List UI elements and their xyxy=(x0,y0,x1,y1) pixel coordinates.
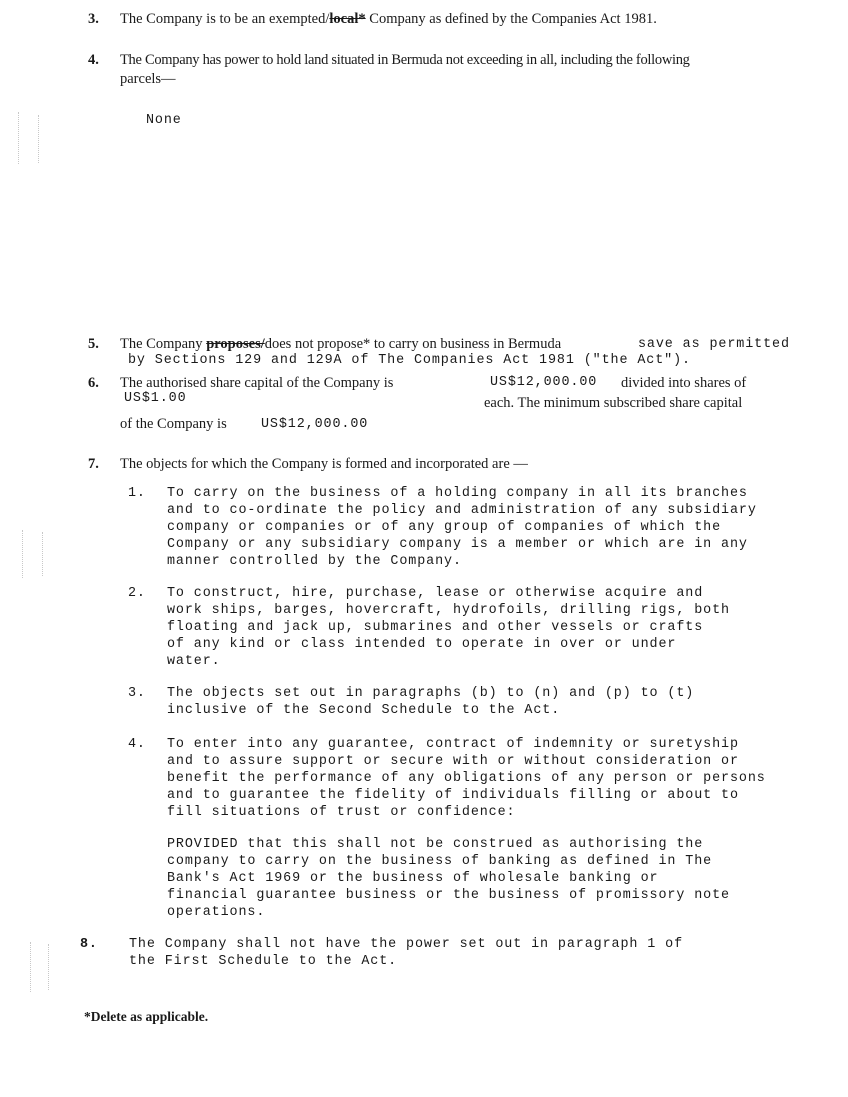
clause-text-part: The Company xyxy=(120,336,207,352)
object-line: and to co-ordinate the policy and administration of any subsidiary xyxy=(167,503,757,518)
clause-number: 3. xyxy=(88,11,99,27)
typed-insert: by Sections 129 and 129A of The Companies Act 1981 ("the Act"). xyxy=(128,353,691,368)
object-line: To construct, hire, purchase, lease or otherwise acquire and xyxy=(167,586,704,601)
typed-insert: save as permitted xyxy=(638,337,790,352)
object-line: water. xyxy=(167,654,221,669)
proviso-line: operations. xyxy=(167,905,266,920)
clause-number: 8. xyxy=(80,937,98,952)
object-line: The objects set out in paragraphs (b) to (n) and (p) to (t) xyxy=(167,686,695,701)
object-line: work ships, barges, hovercraft, hydrofoils, drilling rigs, both xyxy=(167,603,730,618)
scan-mark xyxy=(48,944,49,990)
scan-mark xyxy=(38,115,39,163)
scan-mark xyxy=(22,530,23,578)
clause-text-part: each. The minimum subscribed share capital xyxy=(484,395,743,411)
struck-text: proposes/ xyxy=(206,336,265,352)
clause-text-part: Company as defined by the Companies Act 1981. xyxy=(365,11,657,27)
clause-text-line: The Company has power to hold land situated in Bermuda not exceeding in all, including the following xyxy=(120,52,690,68)
object-number: 2. xyxy=(128,586,146,601)
object-line: fill situations of trust or confidence: xyxy=(167,805,516,820)
clause-intro: The objects for which the Company is formed and incorporated are — xyxy=(120,456,528,472)
minimum-capital: US$12,000.00 xyxy=(261,417,369,432)
scan-mark xyxy=(42,532,43,576)
land-parcels-value: None xyxy=(146,113,182,128)
object-line: To enter into any guarantee, contract of indemnity or suretyship xyxy=(167,737,739,752)
clause-text xyxy=(120,11,657,28)
object-line: Company or any subsidiary company is a member or which are in any xyxy=(167,537,748,552)
clause-text-part: does not propose* to carry on business in Bermuda xyxy=(264,336,562,352)
object-line: To carry on the business of a holding company in all its branches xyxy=(167,486,748,501)
scan-mark xyxy=(18,112,19,164)
clause-text-part: divided into shares of xyxy=(621,375,747,391)
proviso-line: Bank's Act 1969 or the business of wholesale banking or xyxy=(167,871,659,886)
clause-text-part: of the Company is xyxy=(120,416,227,432)
clause-number: 6. xyxy=(88,375,99,391)
par-value: US$1.00 xyxy=(124,391,187,406)
clause-number: 7. xyxy=(88,456,99,472)
object-number: 4. xyxy=(128,737,146,752)
object-number: 3. xyxy=(128,686,146,701)
clause-text-line: parcels— xyxy=(120,71,176,87)
clause-number: 5. xyxy=(88,336,99,352)
object-line: company or companies or of any group of companies of which the xyxy=(167,520,722,535)
struck-text: local* xyxy=(329,11,366,27)
object-line: and to assure support or secure with or without consideration or xyxy=(167,754,739,769)
clause-text-line: the First Schedule to the Act. xyxy=(129,954,398,969)
object-line: benefit the performance of any obligations of any person or persons xyxy=(167,771,766,786)
object-line: inclusive of the Second Schedule to the Act. xyxy=(167,703,561,718)
footnote: *Delete as applicable. xyxy=(84,1009,209,1024)
object-line: and to guarantee the fidelity of individuals filling or about to xyxy=(167,788,739,803)
object-line: floating and jack up, submarines and other vessels or crafts xyxy=(167,620,704,635)
clause-text-line: The Company shall not have the power set out in paragraph 1 of xyxy=(129,937,684,952)
clause-text xyxy=(120,336,561,353)
proviso-line: PROVIDED that this shall not be construed as authorising the xyxy=(167,837,704,852)
proviso-line: financial guarantee business or the business of promissory note xyxy=(167,888,730,903)
clause-text-part: The authorised share capital of the Company is xyxy=(120,375,394,391)
object-line: manner controlled by the Company. xyxy=(167,554,462,569)
object-number: 1. xyxy=(128,486,146,501)
authorised-capital: US$12,000.00 xyxy=(490,375,598,390)
object-line: of any kind or class intended to operate in over or under xyxy=(167,637,677,652)
proviso-line: company to carry on the business of banking as defined in The xyxy=(167,854,713,869)
scan-mark xyxy=(30,942,31,992)
clause-text-part: The Company is to be an exempted/ xyxy=(120,11,330,27)
clause-number: 4. xyxy=(88,52,99,68)
